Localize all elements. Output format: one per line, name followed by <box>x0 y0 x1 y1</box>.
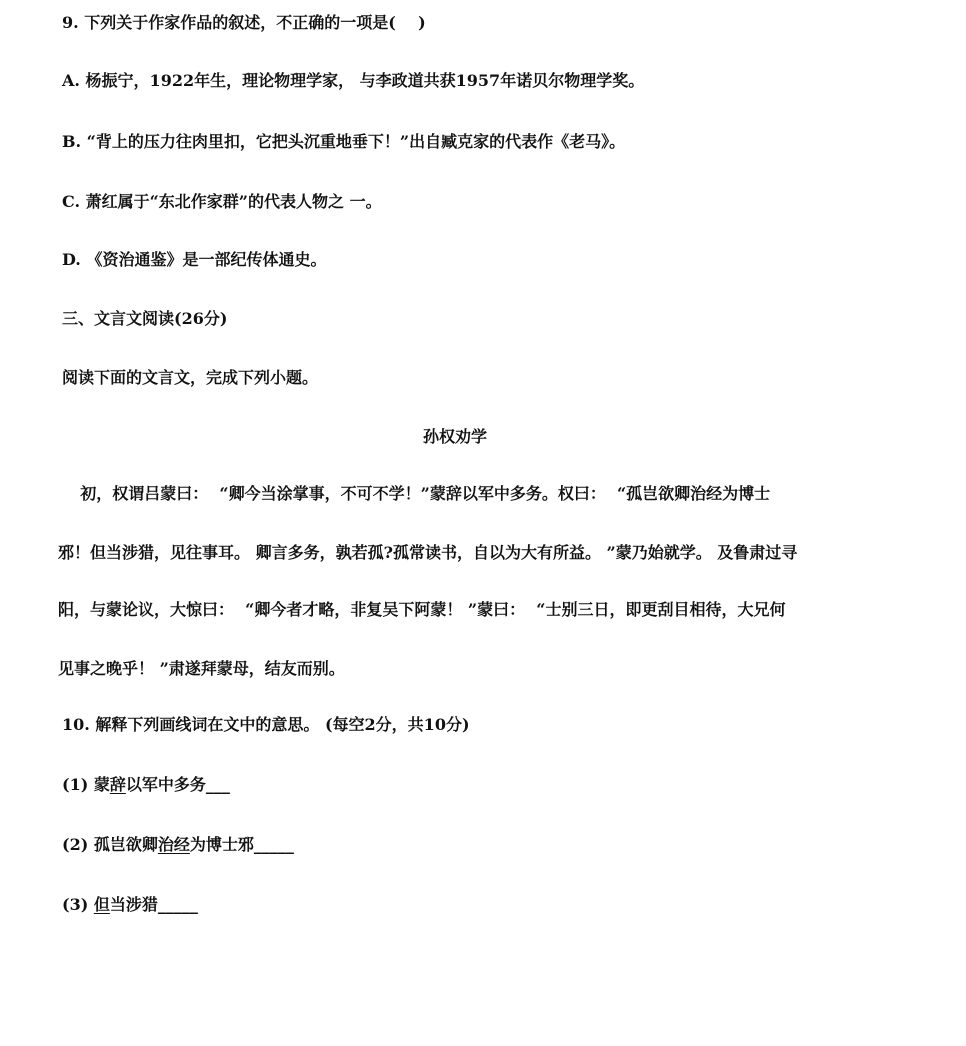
item-text: 为博士邪 <box>189 835 254 854</box>
item-text: 孤岂欲卿 <box>93 835 158 854</box>
question-9-option-c: C. 萧红属于“东北作家群”的代表人物之 一。 <box>62 192 382 211</box>
question-10-stem: 10. 解释下列画线词在文中的意思。 (每空2分，共10分) <box>62 715 470 734</box>
answer-blank: _____ <box>253 835 294 854</box>
item-text: 当涉猎 <box>109 895 158 914</box>
question-10-item-1 <box>62 774 230 796</box>
underlined-word: 但 <box>93 895 110 914</box>
passage-line: 初，权谓吕蒙曰： “卿今当涂掌事，不可不学！”蒙辞以军中多务。权曰： “孤岂欲卿治经为博士 <box>58 484 771 503</box>
passage-line: 见事之晚乎！ ”肃遂拜蒙母，结友而别。 <box>58 659 345 678</box>
question-9-option-d: D. 《资治通鉴》是一部纪传体通史。 <box>62 250 327 269</box>
underlined-word: 治经 <box>157 835 190 854</box>
answer-blank: ___ <box>205 775 230 794</box>
item-text: 蒙 <box>93 775 110 794</box>
passage-line: 邪！但当涉猎，见往事耳。 卿言多务，孰若孤?孤常读书，自以为大有所益。 ”蒙乃始就学。 及鲁肃过寻 <box>58 543 798 562</box>
question-10-item-2 <box>62 834 294 856</box>
question-9-option-a: A. 杨振宁，1922年生，理论物理学家， 与李政道共获1957年诺贝尔物理学奖。 <box>62 71 645 90</box>
answer-blank: _____ <box>157 895 198 914</box>
item-number: (2) <box>62 835 94 854</box>
question-9-stem: 9. 下列关于作家作品的叙述，不正确的一项是( ) <box>62 13 426 32</box>
section-heading: 三、文言文阅读(26分) <box>62 309 228 328</box>
section-instruction: 阅读下面的文言文，完成下列小题。 <box>62 368 319 387</box>
question-9-option-b: B. “背上的压力往肉里扣，它把头沉重地垂下！”出自臧克家的代表作《老马》。 <box>62 132 626 151</box>
item-number: (1) <box>62 775 94 794</box>
item-text: 以军中多务 <box>125 775 206 794</box>
underlined-word: 辞 <box>109 775 126 794</box>
passage-title: 孙权劝学 <box>422 427 487 446</box>
passage-line: 阳，与蒙论议，大惊曰： “卿今者才略，非复吴下阿蒙！ ”蒙曰： “士别三日，即更刮目相待，大兄何 <box>58 600 786 619</box>
item-number: (3) <box>62 895 94 914</box>
question-10-item-3 <box>62 894 198 916</box>
